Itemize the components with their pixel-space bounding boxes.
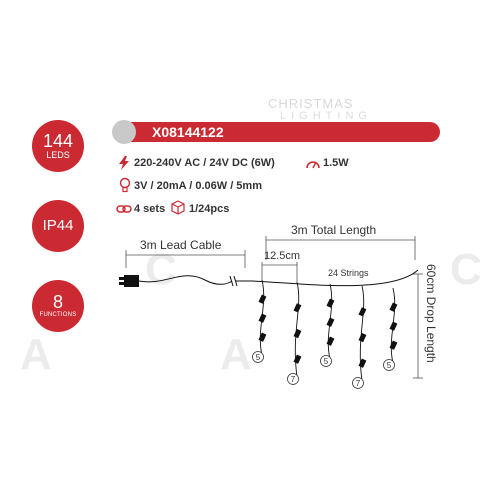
drop-count-label: 7 (290, 375, 296, 384)
pack-spec: 1/24pcs (189, 203, 230, 215)
total-length-label: 3m Total Length (291, 223, 377, 237)
power-spec: 220-240V AC / 24V DC (6W) (134, 157, 275, 169)
lead-cable-label: 3m Lead Cable (140, 238, 222, 252)
product-code: X08144122 (152, 124, 224, 140)
led-bulb (258, 295, 266, 304)
drop-count-label: 5 (386, 361, 392, 370)
spacing-label: 12.5cm (264, 250, 301, 262)
led-bulb (293, 303, 301, 312)
led-bulb (293, 355, 301, 364)
sets-spec: 4 sets (134, 203, 166, 215)
watermark-letter: C (450, 245, 482, 294)
led-bulb (326, 337, 334, 346)
strings-label: 24 Strings (328, 268, 369, 278)
led-spec: 3V / 20mA / 0.06W / 5mm (134, 180, 262, 192)
led-bulb (358, 359, 366, 368)
drop-count-label: 5 (323, 357, 329, 366)
drop-length-label: 60cm Drop Length (424, 264, 438, 363)
watermark-letter: A (220, 330, 252, 379)
wattage-spec: 1.5W (323, 157, 349, 169)
led-bulb (293, 329, 301, 338)
watermark-letter: A (20, 330, 52, 379)
drop-count-label: 5 (255, 353, 261, 362)
ip-rating: IP44 (42, 217, 74, 234)
functions-count: 8 (52, 292, 63, 312)
led-bulb (389, 341, 397, 350)
watermark-letter: C (145, 245, 177, 294)
lead-cable (139, 276, 232, 284)
leds-count: 144 (42, 130, 74, 151)
leds-unit: LEDS (46, 149, 70, 160)
brand-name: CHRISTMAS (268, 96, 354, 111)
drop-count-label: 7 (355, 379, 361, 388)
plug-icon (124, 275, 139, 287)
led-bulb (389, 322, 397, 331)
led-bulb (258, 333, 266, 342)
led-bulb (258, 314, 266, 323)
led-bulb (326, 299, 334, 308)
functions-unit: FUNCTIONS (39, 312, 77, 318)
led-bulb (358, 333, 366, 342)
led-bulb (358, 307, 366, 316)
led-bulb (326, 318, 334, 327)
led-bulb (389, 303, 397, 312)
brand-subtitle: LIGHTING (280, 110, 372, 122)
